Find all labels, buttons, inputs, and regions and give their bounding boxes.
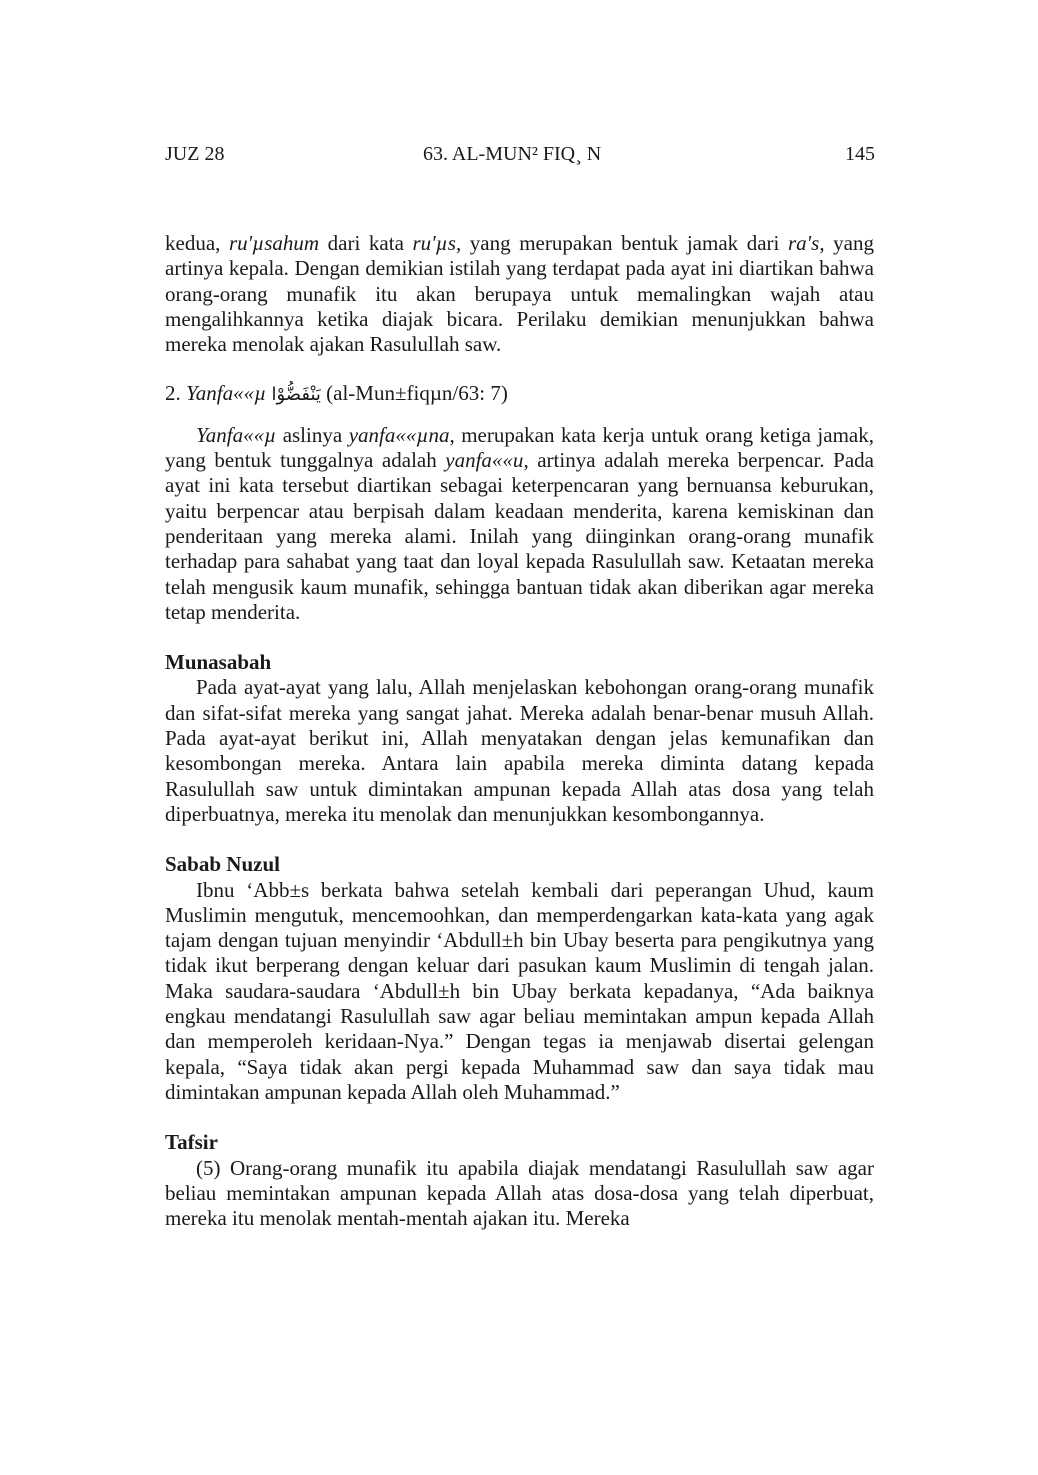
term-rus: ru'µs <box>412 231 456 255</box>
paragraph-rusahum: kedua, ru'µsahum dari kata ru'µs, yang merupakan bentuk jamak dari ra's, yang artinya kepala. Dengan demikian istilah yang terdapat pada ayat ini diartikan bahwa orang-orang munafik itu akan berupaya untuk memalingkan wajah atau mengalihkannya ketika diajak bicara. Perilaku demikian menunjukkan bahwa mereka menolak ajakan Rasulullah saw. <box>165 231 874 357</box>
vocab-term: Yanfa««µ <box>186 381 267 406</box>
term-ras: ra's <box>787 231 820 255</box>
arabic-word: يَنْفَضُّوْا <box>271 384 321 406</box>
vocab-item-2: 2. Yanfa««µ يَنْفَضُّوْا (al-Mun±fiqµn/63: 7) <box>165 381 508 406</box>
verse-reference: (al-Mun±fiqµn/63: 7) <box>320 381 508 406</box>
paragraph-yanfaddu: Yanfa««µ aslinya yanfa««µna, merupakan kata kerja untuk orang ketiga jamak, yang bentuk tunggalnya adalah yanfa««u, artinya adalah mereka berpencar. Pada ayat ini kata tersebut diartikan sebagai keterpencaran yang bernuansa keburukan, yaitu berpencar atau berpisah dalam keadaan menderita, karena kemiskinan dan penderitaan yang mereka alami. Inilah yang diinginkan orang-orang munafik terhadap para sahabat yang taat dan loyal kepada Rasulullah saw. Ketaatan mereka telah mengusik kaum munafik, sehingga bantuan tidak akan diberikan agar mereka tetap menderita. <box>165 422 874 624</box>
paragraph-tafsir: (5) Orang-orang munafik itu apabila diajak mendatangi Rasulullah saw agar beliau memintakan ampunan kepada Allah atas dosa-dosa yang telah diperbuat, mereka itu menolak mentah-mentah ajakan itu. Mereka <box>165 1155 874 1231</box>
paragraph-sabab-nuzul: Ibnu ‘Abb±s berkata bahwa setelah kembali dari peperangan Uhud, kaum Muslimin mengutuk, mencemoohkan, dan memperdengarkan kata-kata yang agak tajam dengan tujuan menyindir ‘Abdull±h bin Ubay beserta para pengikutnya yang tidak ikut berperang dengan keluar dari pasukan kaum Muslimin di tengah jalan. Maka saudara-saudara ‘Abdull±h bin Ubay berkata kepadanya, “Ada baiknya engkau mendatangi Rasulullah saw agar beliau memintakan ampun kepada Allah dan memperoleh keridaan-Nya.” Dengan tegas ia menjawab disertai gelengan kepala, “Saya tidak akan pergi kepada Muhammad saw dan saya tidak mau dimintakan ampunan kepada Allah oleh Muhammad.” <box>165 877 874 1104</box>
term-rusahum: ru'µsahum <box>228 231 320 255</box>
page-header <box>165 143 875 173</box>
surah-title: 63. AL-MUN² FIQ¸ N <box>423 143 602 165</box>
heading-munasabah: Munasabah <box>165 650 272 675</box>
page-body <box>165 231 874 1231</box>
paragraph-munasabah: Pada ayat-ayat yang lalu, Allah menjelaskan kebohongan orang-orang munafik dan sifat-sifat mereka yang sangat jahat. Mereka adalah benar-benar musuh Allah. Pada ayat-ayat berikut ini, Allah menyatakan dengan jelas kemunafikan dan kesombongan mereka. Antara lain apabila mereka diminta datang kepada Rasulullah saw untuk dimintakan ampunan kepada Allah atas dosa yang telah diperbuatnya, mereka itu menolak dan menunjukkan kesombongannya. <box>165 675 874 826</box>
heading-sabab-nuzul: Sabab Nuzul <box>165 852 280 877</box>
heading-tafsir: Tafsir <box>165 1130 218 1155</box>
juz-label: JUZ 28 <box>165 143 225 165</box>
page-number: 145 <box>845 143 875 165</box>
